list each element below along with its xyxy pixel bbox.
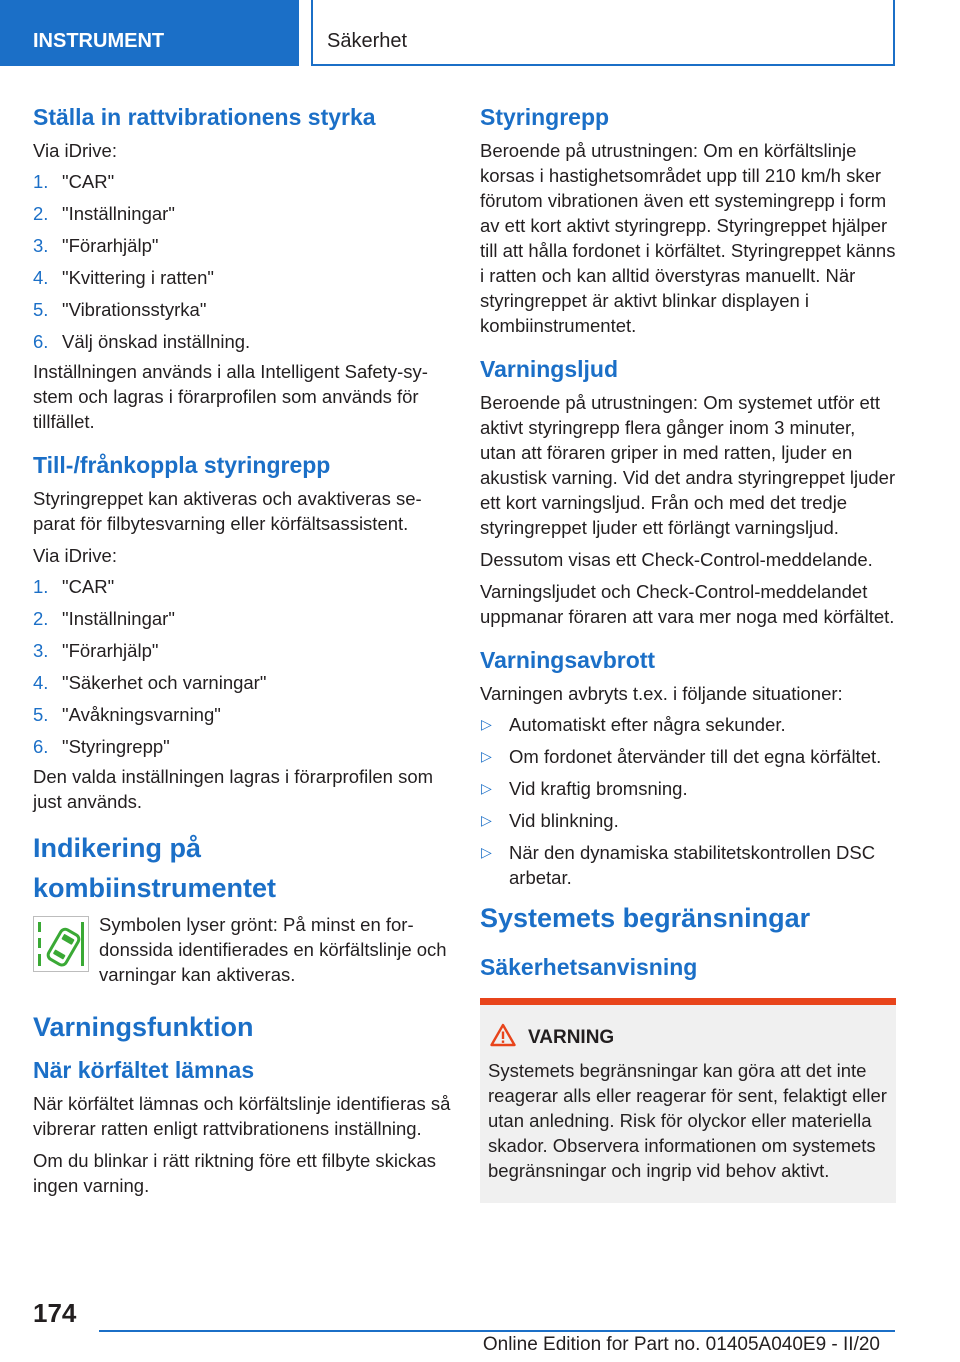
triangle-bullet-icon: ▷ [481,780,492,796]
step-text: Välj önskad inställning. [62,331,251,352]
warning-sound-note: Varningsljudet och Check-Control-meddelandet uppmanar föraren att vara mer noga med körfältet. [480,581,895,627]
via-idrive-label: Via iDrive: [33,545,117,566]
step-text: "Inställningar" [62,608,175,629]
step-number: 6. [33,736,49,757]
lane-departure-icon [33,916,89,972]
list-item [480,776,896,801]
list-item [33,329,451,354]
vibration-steps-list [33,169,451,354]
triangle-bullet-icon: ▷ [481,844,492,860]
step-number: 5. [33,704,49,725]
steering-intervention-text: Beroende på utrustningen: Om en körfältslinje korsas i hastighetsområdet upp till 210 km/h sker förutom vibrationen även ett systemingrepp i form av ett kort aktivt styringrepp. Styringreppet hjälper till att hålla fordonet i körfältet. Styringreppet känns i ratten och kan alltid överstyras manuellt. När styringreppet är aktivt blinkar displayen i kombiinstrumentet. [480,140,896,336]
vibration-note: Inställningen används i alla Intelligent Safety-system och lagras i förarprofilen som används för tillfället. [33,361,428,432]
list-item-text: Vid blinkning. [509,810,619,831]
section-title: Säkerhet [311,0,895,66]
check-control-text: Dessutom visas ett Check-Control-meddelande. [480,549,873,570]
step-number: 1. [33,171,49,192]
step-number: 3. [33,235,49,256]
indicator-text: Symbolen lyser grönt: På minst en fordonssida identifierades en körfältslinje och varningar kan aktiveras. [99,914,447,985]
list-item [33,702,451,727]
heading-warning-interruption: Varningsavbrott [480,647,656,673]
steering-steps-list [33,574,451,759]
list-item [480,808,896,833]
list-item [33,638,451,663]
triangle-bullet-icon: ▷ [481,716,492,732]
heading-warning-function: Varningsfunktion [33,1012,254,1042]
step-text: "Styringrepp" [62,736,170,757]
step-number: 3. [33,640,49,661]
list-item [480,712,896,737]
step-text: "Förarhjälp" [62,640,159,661]
list-item [33,670,451,695]
interruption-list [480,712,896,890]
step-text: "CAR" [62,171,115,192]
step-number: 5. [33,299,49,320]
list-item-text: Om fordonet återvänder till det egna körfältet. [509,746,882,767]
step-number: 4. [33,267,49,288]
triangle-bullet-icon: ▷ [481,748,492,764]
turn-signal-text: Om du blinkar i rätt riktning före ett filbyte skickas ingen varning. [33,1150,437,1196]
steering-note: Den valda inställningen lagras i förarprofilen som just används. [33,766,434,812]
warning-box [480,998,896,1203]
warning-title: VARNING [528,1026,615,1048]
list-item [33,574,451,599]
list-item [480,840,896,890]
page-number: 174 [33,1298,77,1328]
list-item [33,265,451,290]
heading-system-limits: Systemets begränsningar [480,903,811,933]
heading-toggle-steering: Till-/frånkoppla styringrepp [33,452,331,478]
heading-warning-sound: Varningsljud [480,356,619,382]
step-text: "Inställningar" [62,203,175,224]
list-item [33,169,451,194]
list-item [33,201,451,226]
step-number: 1. [33,576,49,597]
warning-header [488,1023,888,1052]
edition-text: Online Edition for Part no. 01405A040E9 - II/20 [482,1334,880,1355]
right-column [480,100,896,1203]
step-number: 2. [33,203,49,224]
step-text: "Förarhjälp" [62,235,159,256]
warning-sound-text: Beroende på utrustningen: Om systemet utför ett aktivt styringrepp flera gånger inom 3 minuter, utan att föraren griper in med ratten, ljuder en akustisk varning. Vid det andra styringreppet ljuder ett kort varningsljud. Från och med det tredje styringreppet ljuder ett förlängt varningsljud. [480,392,896,538]
step-text: "Kvittering i ratten" [62,267,214,288]
list-item-text: När den dynamiska stabilitetskontrollen DSC arbetar. [509,842,876,888]
indicator-block [33,912,451,987]
warning-interruption-text: Varningen avbryts t.ex. i följande situationer: [480,683,843,704]
list-item [33,734,451,759]
heading-steering-intervention: Styringrepp [480,104,610,130]
left-column [33,100,451,1198]
step-text: "Vibrationsstyrka" [62,299,207,320]
list-item [33,297,451,322]
list-item [33,233,451,258]
heading-leaving-lane: När körfältet lämnas [33,1057,255,1083]
list-item-text: Automatiskt efter några sekunder. [509,714,786,735]
via-idrive-label: Via iDrive: [33,140,117,161]
toggle-steering-text: Styringreppet kan aktiveras och avaktiveras separat för filbytesvarning eller körfältsassistent. [33,488,422,534]
heading-safety-note: Säkerhetsanvisning [480,954,698,980]
list-item [33,606,451,631]
heading-vibration-strength: Ställa in rattvibrationens styrka [33,104,376,130]
step-text: "CAR" [62,576,115,597]
page-header [0,0,960,66]
footer-divider [99,1330,895,1332]
list-item [480,744,896,769]
chapter-tab: INSTRUMENT [0,0,299,66]
warning-text: Systemets begränsningar kan göra att det inte reagerar alls eller reagerar för sent, felaktigt eller utan anledning. Risk för olyckor eller materiella skador. Observera informationen om systemets begränsningar och ingrip vid behov aktivt. [488,1060,887,1181]
leaving-lane-text: När körfältet lämnas och körfältslinje identifieras så vibrerar ratten enligt rattvibrationens inställning. [33,1093,451,1139]
heading-instrument-indicator: Indikering på kombiinstrumentet [33,833,277,903]
warning-triangle-icon [490,1023,516,1052]
step-number: 2. [33,608,49,629]
step-number: 6. [33,331,49,352]
step-text: "Avåkningsvarning" [62,704,221,725]
triangle-bullet-icon: ▷ [481,812,492,828]
step-number: 4. [33,672,49,693]
list-item-text: Vid kraftig bromsning. [509,778,688,799]
step-text: "Säkerhet och varningar" [62,672,267,693]
